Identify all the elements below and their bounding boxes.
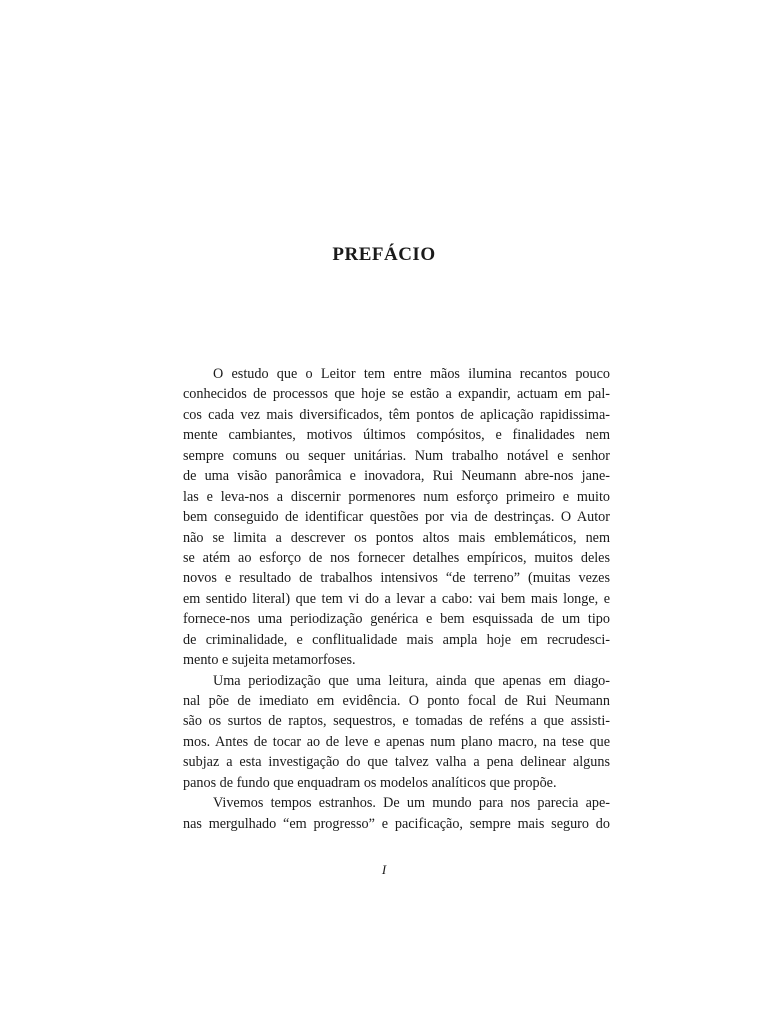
text-line: O estudo que o Leitor tem entre mãos ilumina recantos pouco	[213, 366, 610, 382]
chapter-title: PREFÁCIO	[332, 244, 436, 265]
text-line: panos de fundo que enquadram os modelos analíticos que propõe.	[183, 774, 557, 791]
text-line: sempre comuns ou sequer unitárias. Num trabalho notável e senhor	[183, 447, 610, 464]
text-line: conhecidos de processos que hoje se estão a expandir, actuam em pal-	[183, 386, 610, 403]
text-line: mente cambiantes, motivos últimos compósitos, e finalidades nem	[183, 427, 610, 444]
text-line: cos cada vez mais diversificados, têm pontos de aplicação rapidissima-	[183, 406, 610, 423]
text-line: se atém ao esforço de nos fornecer detalhes empíricos, muitos deles	[183, 549, 610, 566]
paragraph-3	[183, 793, 610, 834]
text-line: de uma visão panorâmica e inovadora, Rui Neumann abre-nos jane-	[183, 468, 610, 485]
text-line: novos e resultado de trabalhos intensivos “de terreno” (muitas vezes	[183, 570, 610, 587]
text-line: são os surtos de raptos, sequestros, e tomadas de reféns a que assisti-	[183, 713, 610, 730]
body-text	[183, 364, 610, 834]
text-line: nas mergulhado “em progresso” e pacificação, sempre mais seguro do	[183, 815, 610, 832]
text-line: de criminalidade, e conflitualidade mais ampla hoje em recrudesci-	[183, 631, 610, 648]
text-line: mos. Antes de tocar ao de leve e apenas num plano macro, na tese que	[183, 733, 610, 750]
paragraph-2	[183, 671, 610, 794]
text-line: nal põe de imediato em evidência. O ponto focal de Rui Neumann	[183, 693, 610, 709]
text-line: Uma periodização que uma leitura, ainda que apenas em diago-	[213, 672, 610, 689]
paragraph-1	[183, 364, 610, 671]
text-line: fornece-nos uma periodização genérica e bem esquissada de um tipo	[183, 611, 610, 628]
page-number: I	[381, 862, 387, 877]
text-line: não se limita a descrever os pontos altos mais emblemáticos, nem	[183, 529, 610, 546]
text-line: em sentido literal) que tem vi do a levar a cabo: vai bem mais longe, e	[183, 590, 610, 607]
text-line: Vivemos tempos estranhos. De um mundo para nos parecia ape-	[213, 795, 610, 812]
text-line: mento e sujeita metamorfoses.	[183, 652, 356, 669]
text-line: las e leva-nos a discernir pormenores num esforço primeiro e muito	[183, 488, 610, 505]
text-line: subjaz a esta investigação do que talvez valha a pena delinear alguns	[183, 754, 610, 771]
text-line: bem conseguido de identificar questões por via de destrinças. O Autor	[183, 509, 610, 526]
